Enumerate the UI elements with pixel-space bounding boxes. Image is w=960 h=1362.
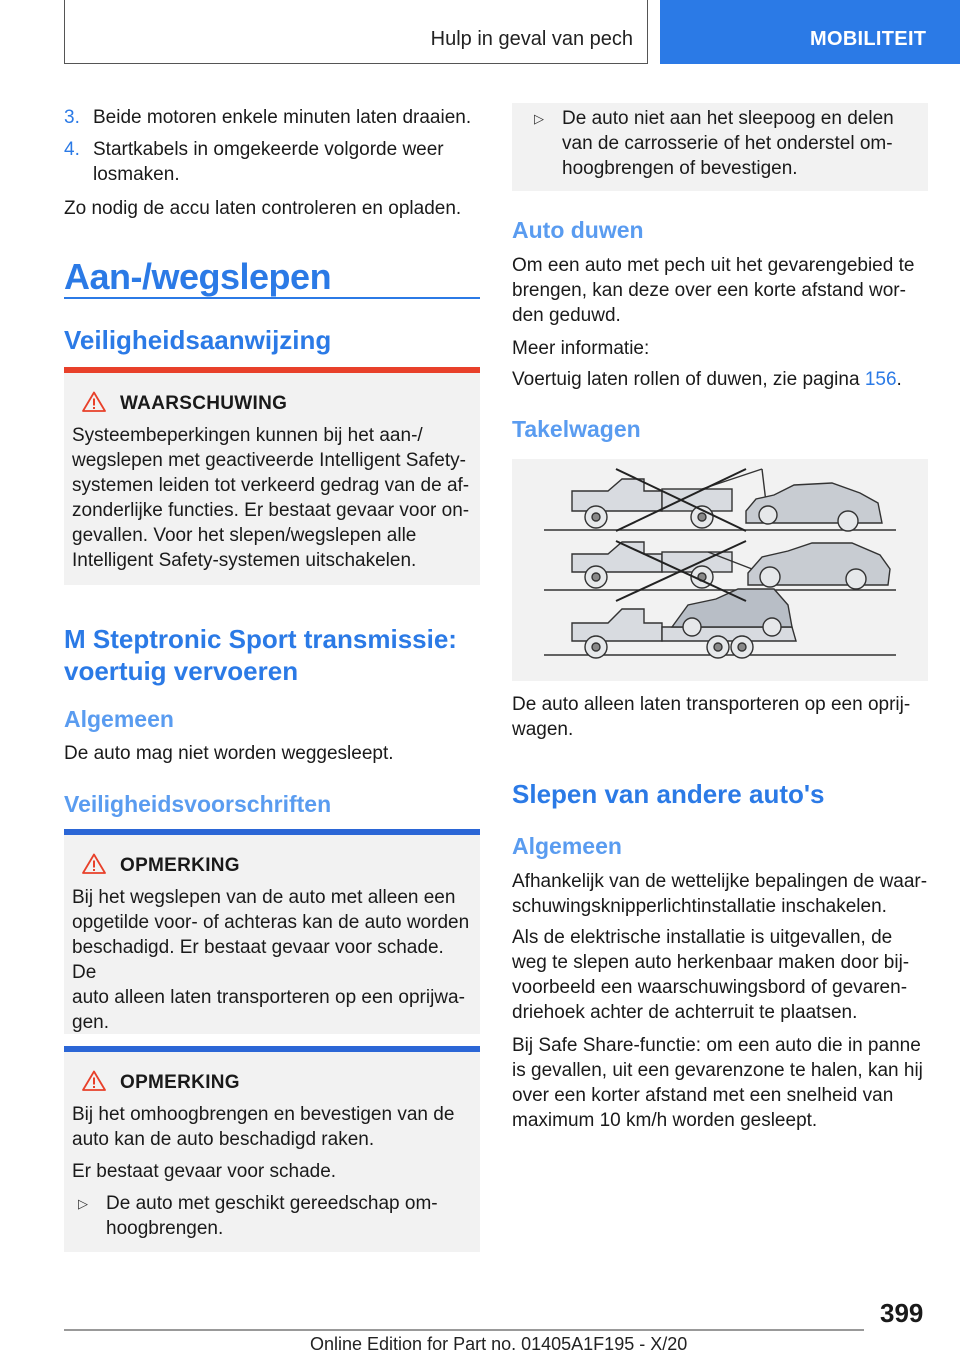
triangle-bullet-icon: ▷ [78, 1196, 88, 1211]
step-3 [64, 105, 480, 130]
step-4 [64, 137, 480, 187]
bullet-item: ▷ De auto niet aan het sleepoog en delen van de carrosserie of het onderstel om- hoogbrengen of bevestigen. [534, 108, 894, 179]
note-line: auto alleen laten transporteren op een oprijwa- [72, 987, 465, 1008]
heading-safety-rules: Veiligheidsvoorschriften [64, 791, 332, 817]
warning-title: WAARSCHUWING [120, 393, 288, 414]
footer-rule [64, 1329, 864, 1331]
note-line: gen. [72, 1012, 109, 1033]
heading-general-2: Algemeen [512, 833, 622, 859]
tow-methods-image [512, 459, 928, 681]
warning-line: Systeembeperkingen kunnen bij het aan-/ [72, 425, 423, 446]
page-title: Aan-/wegslepen [64, 256, 332, 297]
note-title: OPMERKING [120, 855, 240, 876]
warning-box [64, 367, 480, 585]
heading-safety: Veiligheidsaanwijzing [64, 325, 332, 355]
heading-other-cars: Slepen van andere auto's [512, 779, 825, 809]
header-chapter-tab: MOBILITEIT [660, 0, 960, 64]
warning-line: systemen leiden tot verkeerd gedrag van de af- [72, 475, 470, 496]
warning-icon [82, 853, 106, 879]
note-line: Er bestaat gevaar voor schade. [72, 1161, 337, 1182]
heading-towtruck: Takelwagen [512, 416, 641, 442]
paragraph: Zo nodig de accu laten controleren en opladen. [64, 198, 462, 219]
step-text: Beide motoren enkele minuten laten draaien. [93, 107, 472, 128]
note-line: opgetilde voor- of achteras kan de auto worden [72, 912, 470, 933]
heading-general: Algemeen [64, 706, 174, 732]
paragraph: De auto alleen laten transporteren op een oprij- wagen. [512, 694, 911, 740]
cross-reference: Voertuig laten rollen of duwen, zie pagina 156. [512, 369, 902, 390]
note-line: auto kan de auto beschadigd raken. [72, 1129, 375, 1150]
header-section-box [64, 0, 648, 64]
note-line: Bij het omhoogbrengen en bevestigen van de [72, 1104, 455, 1125]
warning-icon [82, 1070, 106, 1096]
step-number: 4. [64, 139, 80, 160]
page-link[interactable]: 156 [864, 369, 897, 390]
page-number: 399 [880, 1298, 924, 1328]
paragraph: Als de elektrische installatie is uitgevallen, de weg te slepen auto herkenbaar maken door bij- voorbeeld een waarschuwingsbord of gevaren- driehoek achter de achterruit te plaatsen. [512, 927, 910, 1023]
warning-line: gevallen. Voor het slepen/wegslepen alle [72, 525, 417, 546]
triangle-bullet-icon: ▷ [534, 111, 544, 126]
paragraph: Bij Safe Share-functie: om een auto die in panne is gevallen, uit een gevarenzone te halen, kan hij over een korter afstand met een snelheid van maximum 10 km/h worden gesleept. [512, 1035, 923, 1131]
footer-edition: Online Edition for Part no. 01405A1F195 - X/20 [310, 1334, 688, 1354]
note-box-1 [64, 829, 480, 1034]
heading-msteptronic: M Steptronic Sport transmissie: voertuig vervoeren [64, 624, 457, 686]
push-paragraph: Om een auto met pech uit het gevarengebied te brengen, kan deze over een korte afstand wor- den geduwd. [512, 255, 915, 326]
warning-line: zonderlijke functies. Er bestaat gevaar voor on- [72, 500, 470, 521]
note-title: OPMERKING [120, 1072, 240, 1093]
step-number: 3. [64, 107, 80, 128]
heading-push: Auto duwen [512, 217, 644, 243]
warning-line: wegslepen met geactiveerde Intelligent Safety- [72, 450, 466, 471]
paragraph: Afhankelijk van de wettelijke bepalingen de waar- schuwingsknipperlichtinstallatie inschakelen. [512, 871, 928, 917]
title-rule [64, 297, 480, 299]
paragraph: De auto mag niet worden weggesleept. [64, 743, 394, 764]
tow-truck-illustration [512, 459, 928, 681]
step-text: Startkabels in omgekeerde volgorde weer losmaken. [93, 139, 444, 185]
header-section-title: Hulp in geval van pech [430, 28, 633, 50]
bullet-item: ▷ De auto met geschikt gereedschap om- hoogbrengen. [78, 1193, 438, 1239]
warning-line: Intelligent Safety-systemen uitschakelen. [72, 550, 417, 571]
warning-icon [82, 391, 106, 417]
note-line: Bij het wegslepen van de auto met alleen een [72, 887, 456, 908]
paragraph: Meer informatie: [512, 338, 650, 359]
note-continued [512, 103, 928, 191]
note-line: beschadigd. Er bestaat gevaar voor schade. De [72, 937, 444, 983]
note-box-2 [64, 1046, 480, 1252]
